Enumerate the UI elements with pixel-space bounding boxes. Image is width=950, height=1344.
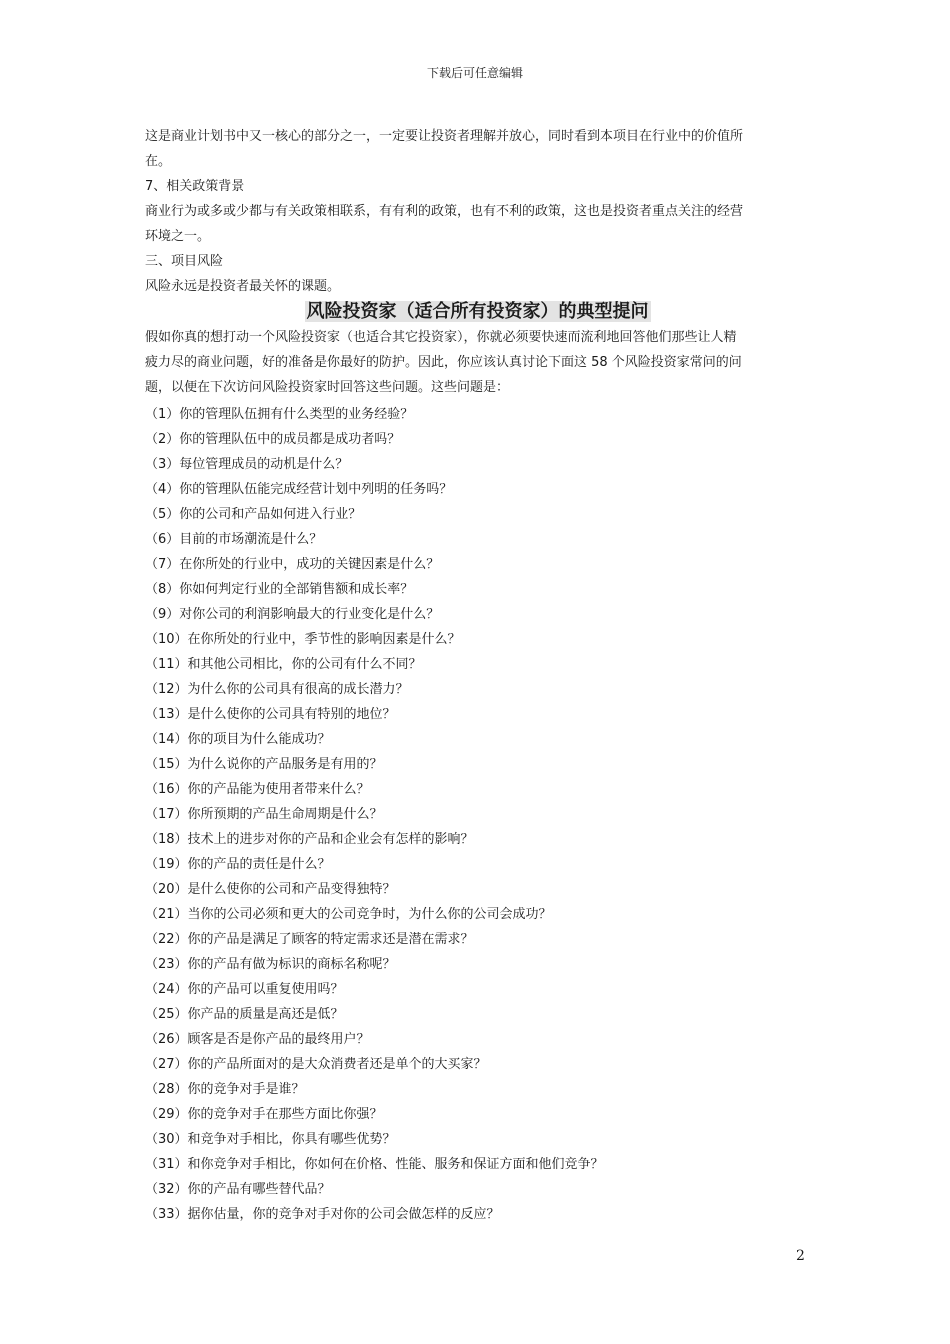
question-item: （12）为什么你的公司具有很高的成长潜力？ xyxy=(145,682,409,697)
text-line: 环境之一。 xyxy=(145,229,211,244)
text-line: 假如你真的想打动一个风险投资家（也适合其它投资家），你就必须要快速而流利地回答他们那些让人精 xyxy=(145,330,737,345)
question-item: （2）你的管理队伍中的成员都是成功者吗？ xyxy=(145,432,401,447)
intro-paragraph xyxy=(145,325,810,400)
question-item: （9）对你公司的利润影响最大的行业变化是什么？ xyxy=(145,607,440,622)
section-title-text: 风险投资家（适合所有投资家）的典型提问 xyxy=(306,301,649,322)
question-item: （25）你产品的质量是高还是低？ xyxy=(145,1007,344,1022)
question-item: （15）为什么说你的产品服务是有用的？ xyxy=(145,757,383,772)
intro-section xyxy=(145,124,810,299)
question-item: （16）你的产品能为使用者带来什么？ xyxy=(145,782,370,797)
question-item: （5）你的公司和产品如何进入行业？ xyxy=(145,507,362,522)
section-heading-policy: 7、相关政策背景 xyxy=(145,179,245,194)
question-item: （22）你的产品是满足了顾客的特定需求还是潜在需求？ xyxy=(145,932,474,947)
question-item: （31）和你竞争对手相比，你如何在价格、性能、服务和保证方面和他们竞争？ xyxy=(145,1157,604,1172)
question-item: （11）和其他公司相比，你的公司有什么不同？ xyxy=(145,657,422,672)
question-item: （3）每位管理成员的动机是什么？ xyxy=(145,457,349,472)
question-item: （23）你的产品有做为标识的商标名称呢？ xyxy=(145,957,396,972)
question-item: （6）目前的市场潮流是什么？ xyxy=(145,532,323,547)
section-heading-risk: 三、项目风险 xyxy=(145,254,224,269)
text-line: 风险永远是投资者最关怀的课题。 xyxy=(145,279,341,294)
question-item: （24）你的产品可以重复使用吗？ xyxy=(145,982,344,997)
text-line: 题，以便在下次访问风险投资家时回答这些问题。这些问题是： xyxy=(145,380,510,395)
question-item: （27）你的产品所面对的是大众消费者还是单个的大买家？ xyxy=(145,1057,487,1072)
question-item: （20）是什么使你的公司和产品变得独特？ xyxy=(145,882,396,897)
question-item: （1）你的管理队伍拥有什么类型的业务经验？ xyxy=(145,407,414,422)
document-body xyxy=(145,124,810,1227)
question-item: （19）你的产品的责任是什么？ xyxy=(145,857,331,872)
question-item: （13）是什么使你的公司具有特别的地位？ xyxy=(145,707,396,722)
question-item: （7）在你所处的行业中，成功的关键因素是什么？ xyxy=(145,557,440,572)
question-item: （21）当你的公司必须和更大的公司竞争时，为什么你的公司会成功？ xyxy=(145,907,552,922)
question-item: （17）你所预期的产品生命周期是什么？ xyxy=(145,807,383,822)
question-list xyxy=(145,402,810,1227)
section-title xyxy=(145,299,810,325)
question-item: （29）你的竞争对手在那些方面比你强？ xyxy=(145,1107,383,1122)
question-item: （30）和竞争对手相比，你具有哪些优势？ xyxy=(145,1132,396,1147)
text-line: 商业行为或多或少都与有关政策相联系，有有利的政策，也有不利的政策，这也是投资者重点关注的经营 xyxy=(145,204,744,219)
question-item: （8）你如何判定行业的全部销售额和成长率？ xyxy=(145,582,414,597)
question-item: （10）在你所处的行业中，季节性的影响因素是什么？ xyxy=(145,632,461,647)
question-item: （18）技术上的进步对你的产品和企业会有怎样的影响？ xyxy=(145,832,474,847)
question-item: （4）你的管理队伍能完成经营计划中列明的任务吗？ xyxy=(145,482,453,497)
question-item: （26）顾客是否是你产品的最终用户？ xyxy=(145,1032,370,1047)
question-item: （28）你的竞争对手是谁？ xyxy=(145,1082,305,1097)
question-item: （14）你的项目为什么能成功？ xyxy=(145,732,331,747)
question-item: （33）据你估量，你的竞争对手对你的公司会做怎样的反应？ xyxy=(145,1207,500,1222)
text-line: 这是商业计划书中又一核心的部分之一，一定要让投资者理解并放心，同时看到本项目在行业中的价值所 xyxy=(145,129,744,144)
text-line: 疲力尽的商业问题，好的准备是你最好的防护。因此，你应该认真讨论下面这 58 个风险投资家常问的问 xyxy=(145,355,742,370)
page-header: 下载后可任意编辑 xyxy=(426,66,523,80)
text-line: 在。 xyxy=(145,154,172,169)
page-number: 2 xyxy=(796,1248,805,1264)
question-item: （32）你的产品有哪些替代品？ xyxy=(145,1182,331,1197)
